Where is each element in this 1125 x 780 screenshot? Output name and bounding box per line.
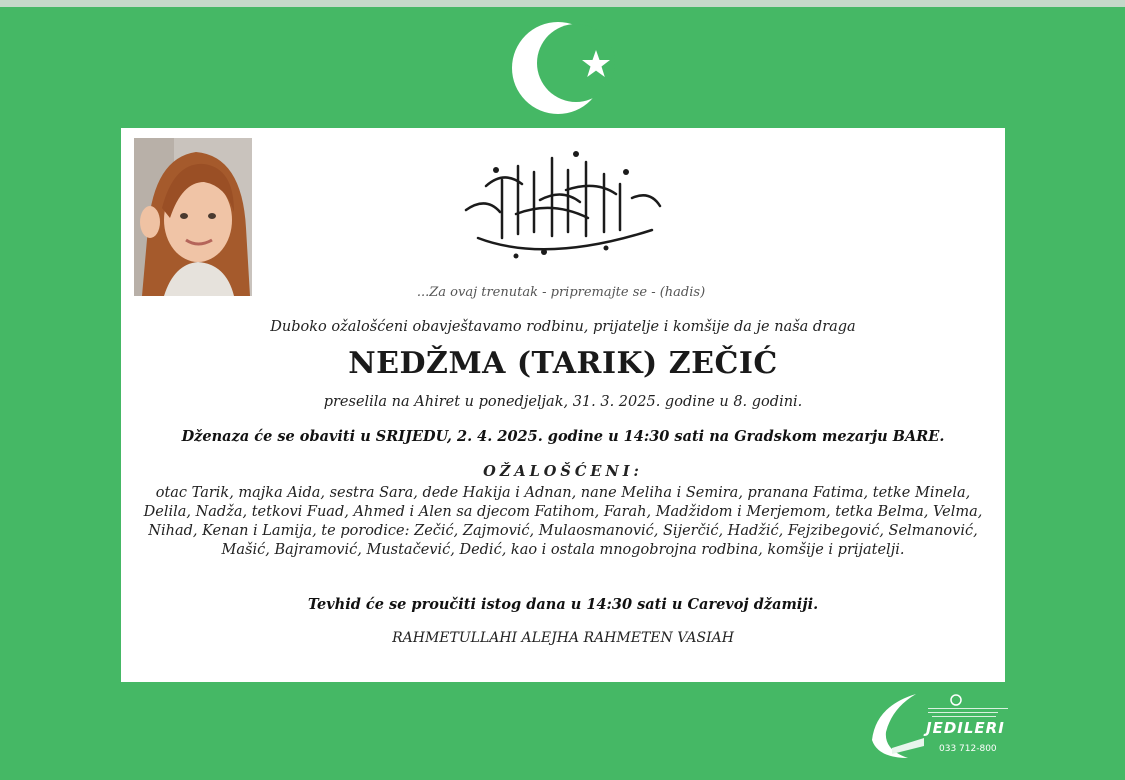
hadith-quote: ...Za ovaj trenutak - pripremajte se - (hadis)	[416, 285, 706, 300]
mourners-list: otac Tarik, majka Aida, sestra Sara, dede Hakija i Adnan, nane Meliha i Semira, pranana Fatima, tetke Minela, Delila, Nadža, tetkovi Fuad, Ahmed i Alen sa djecom Fatihom, Farah, Madžidom i Merjemom, tetka Belma, Velma, Nihad, Kenan i Lamija, te porodice: Zečić, Zajmović, Mulaosmanović, Sijerčić, Hadžić, Fejzibegović, Selmanović, Mašić, Bajramović, Mustačević, Dedić, kao i ostala mnogobrojna rodbina, komšije i prijatelji.	[143, 485, 983, 558]
crescent-star-icon	[508, 16, 618, 120]
intro-text: Duboko ožalošćeni obavještavamo rodbinu, prijatelje i komšije da je naša draga	[270, 319, 856, 335]
tevhid-info: Tevhid će se proučiti istog dana u 14:30 sati u Carevoj džamiji.	[307, 596, 819, 613]
top-strip	[0, 0, 1125, 7]
passing-text: preselila na Ahiret u ponedjeljak, 31. 3. 2025. godine u 8. godini.	[323, 394, 803, 410]
deceased-photo	[134, 138, 252, 296]
arabic-calligraphy	[456, 140, 671, 268]
logo-name: JEDILERI	[926, 719, 1005, 737]
funeral-info: Dženaza će se obaviti u SRIJEDU, 2. 4. 2025. godine u 14:30 sati na Gradskom mezarju BARE.	[181, 428, 945, 445]
prayer-text: RAHMETULLAHI ALEJHA RAHMETEN VASIAH	[392, 630, 734, 646]
obituary-card	[121, 128, 1005, 682]
mourners-heading: OŽALOŠĆENI:	[483, 463, 643, 480]
logo-phone: 033 712-800	[939, 744, 997, 754]
deceased-name: NEDŽMA (TARIK) ZEČIĆ	[348, 346, 778, 381]
